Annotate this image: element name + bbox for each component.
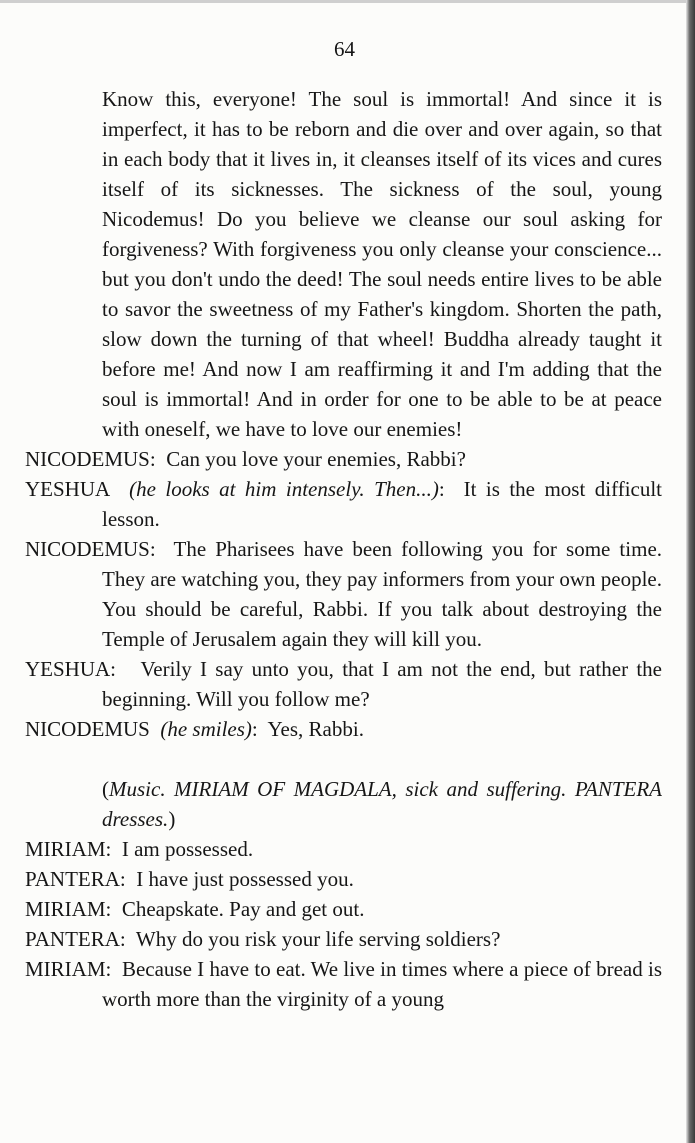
dialogue-line: MIRIAM: Cheapskate. Pay and get out. <box>25 897 365 921</box>
speaker-name: YESHUA <box>25 657 111 681</box>
dialogue-text: Why do you risk your life serving soldiers? <box>135 927 501 951</box>
stage-direction-inline: (he looks at him intensely. Then...) <box>129 477 439 501</box>
speaker-name: MIRIAM <box>25 837 106 861</box>
dialogue-line: MIRIAM: I am possessed. <box>25 837 254 861</box>
dialogue-line: NICODEMUS (he smiles): Yes, Rabbi. <box>25 717 364 741</box>
dialogue-text: Verily I say unto you, that I am not the end, but rather the beginning. Will you follow me? <box>102 657 662 711</box>
dialogue-line: YESHUA: Verily I say unto you, that I am not the end, but rather the beginning. Will you follow me? <box>25 657 662 711</box>
dialogue-line: MIRIAM: Because I have to eat. We live in times where a piece of bread is worth more than the virginity of a young <box>25 957 663 1011</box>
page-edge-shadow <box>686 0 695 1143</box>
speaker-name: NICODEMUS <box>25 537 150 561</box>
speaker-name: YESHUA <box>25 477 111 501</box>
dialogue-text: The Pharisees have been following you for some time. They are watching you, they pay informers from your own people. You should be careful, Rabbi. If you talk about destroying the Temple of Jerusalem again they will kill you. <box>102 537 663 651</box>
dialogue-text: It is the most difficult lesson. <box>102 477 663 531</box>
speaker-name: PANTERA <box>25 927 120 951</box>
top-edge-rule <box>0 0 686 3</box>
dialogue-line: YESHUA (he looks at him intensely. Then...): It is the most difficult lesson. <box>25 477 663 531</box>
page-body <box>25 34 662 1014</box>
dialogue-text: I have just possessed you. <box>136 867 354 891</box>
speaker-name: NICODEMUS <box>25 717 150 741</box>
dialogue-line: NICODEMUS: Can you love your enemies, Rabbi? <box>25 447 466 471</box>
stage-direction-inline: (he smiles) <box>160 717 252 741</box>
opening-paragraph: Know this, everyone! The soul is immortal! And since it is imperfect, it has to be reborn and die over and over again, so that in each body that it lives in, it cleanses itself of its vices and cures itself of its sicknesses. The sickness of the soul, young Nicodemus! Do you believe we cleanse our soul asking for forgiveness? With forgiveness you only cleanse your conscience... but you don't undo the deed! The soul needs entire lives to be able to savor the sweetness of my Father's kingdom. Shorten the path, slow down the turning of that wheel! Buddha already taught it before me! And now I am reaffirming it and I'm adding that the soul is immortal! And in order for one to be able to be at peace with oneself, we have to love our enemies! <box>102 87 662 441</box>
dialogue-text: I am possessed. <box>121 837 254 861</box>
speaker-name: PANTERA <box>25 867 120 891</box>
dialogue-text: Can you love your enemies, Rabbi? <box>166 447 466 471</box>
dialogue-text: Cheapskate. Pay and get out. <box>121 897 365 921</box>
speaker-name: NICODEMUS <box>25 447 150 471</box>
dialogue-text: Because I have to eat. We live in times where a piece of bread is worth more than the virginity of a young <box>102 957 663 1011</box>
spacer <box>25 744 662 774</box>
speaker-name: MIRIAM <box>25 957 106 981</box>
stage-direction: (Music. MIRIAM OF MAGDALA, sick and suffering. PANTERA dresses.) <box>102 777 662 831</box>
speaker-name: MIRIAM <box>25 897 106 921</box>
dialogue-text: Yes, Rabbi. <box>267 717 364 741</box>
dialogue-line: PANTERA: Why do you risk your life serving soldiers? <box>25 927 501 951</box>
dialogue-line: PANTERA: I have just possessed you. <box>25 867 354 891</box>
page-number: 64 <box>334 37 355 61</box>
dialogue-line: NICODEMUS: The Pharisees have been following you for some time. They are watching you, they pay informers from your own people. You should be careful, Rabbi. If you talk about destroying the Temple of Jerusalem again they will kill you. <box>25 537 663 651</box>
